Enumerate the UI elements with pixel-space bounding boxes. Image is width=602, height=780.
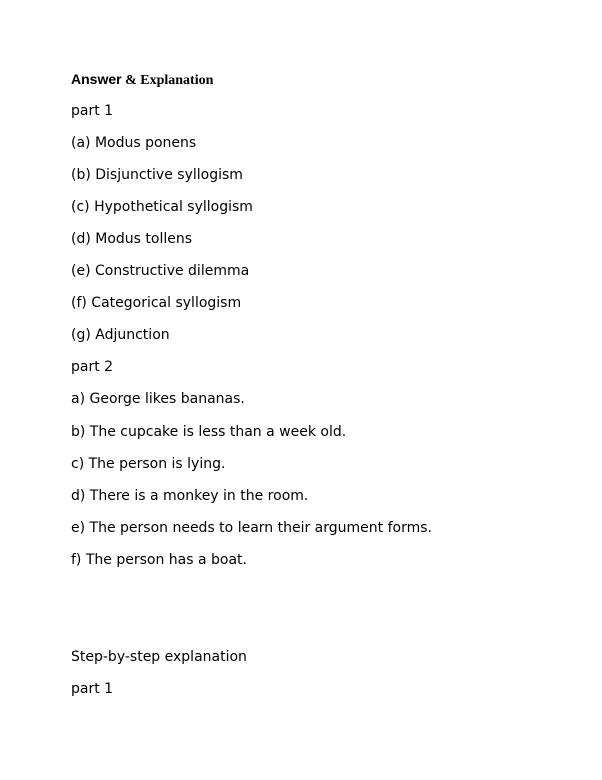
part1-answer-b: (b) Disjunctive syllogism xyxy=(71,167,243,183)
part2-answer-b: b) The cupcake is less than a week old. xyxy=(71,424,347,440)
part1-answer-c: (c) Hypothetical syllogism xyxy=(71,199,253,215)
part1-answer-e: (e) Constructive dilemma xyxy=(71,263,250,279)
answer-heading-rest: & Explanation xyxy=(121,73,214,88)
part2-answer-f: f) The person has a boat. xyxy=(71,552,247,568)
part1-answer-d: (d) Modus tollens xyxy=(71,231,193,247)
part2-label: part 2 xyxy=(71,359,114,375)
part1-answer-g: (g) Adjunction xyxy=(71,327,170,343)
part1-label: part 1 xyxy=(71,103,114,119)
part2-answer-c: c) The person is lying. xyxy=(71,456,226,472)
explanation-part1-label: part 1 xyxy=(71,681,114,697)
part1-answer-a: (a) Modus ponens xyxy=(71,135,197,151)
part2-answer-d: d) There is a monkey in the room. xyxy=(71,488,309,504)
part2-answer-e: e) The person needs to learn their argument forms. xyxy=(71,520,432,536)
part2-answer-a: a) George likes bananas. xyxy=(71,391,245,407)
part1-answer-f: (f) Categorical syllogism xyxy=(71,295,242,311)
answer-heading xyxy=(71,70,213,90)
explanation-title: Step-by-step explanation xyxy=(71,649,247,665)
answer-heading-lead: Answer xyxy=(71,71,122,87)
